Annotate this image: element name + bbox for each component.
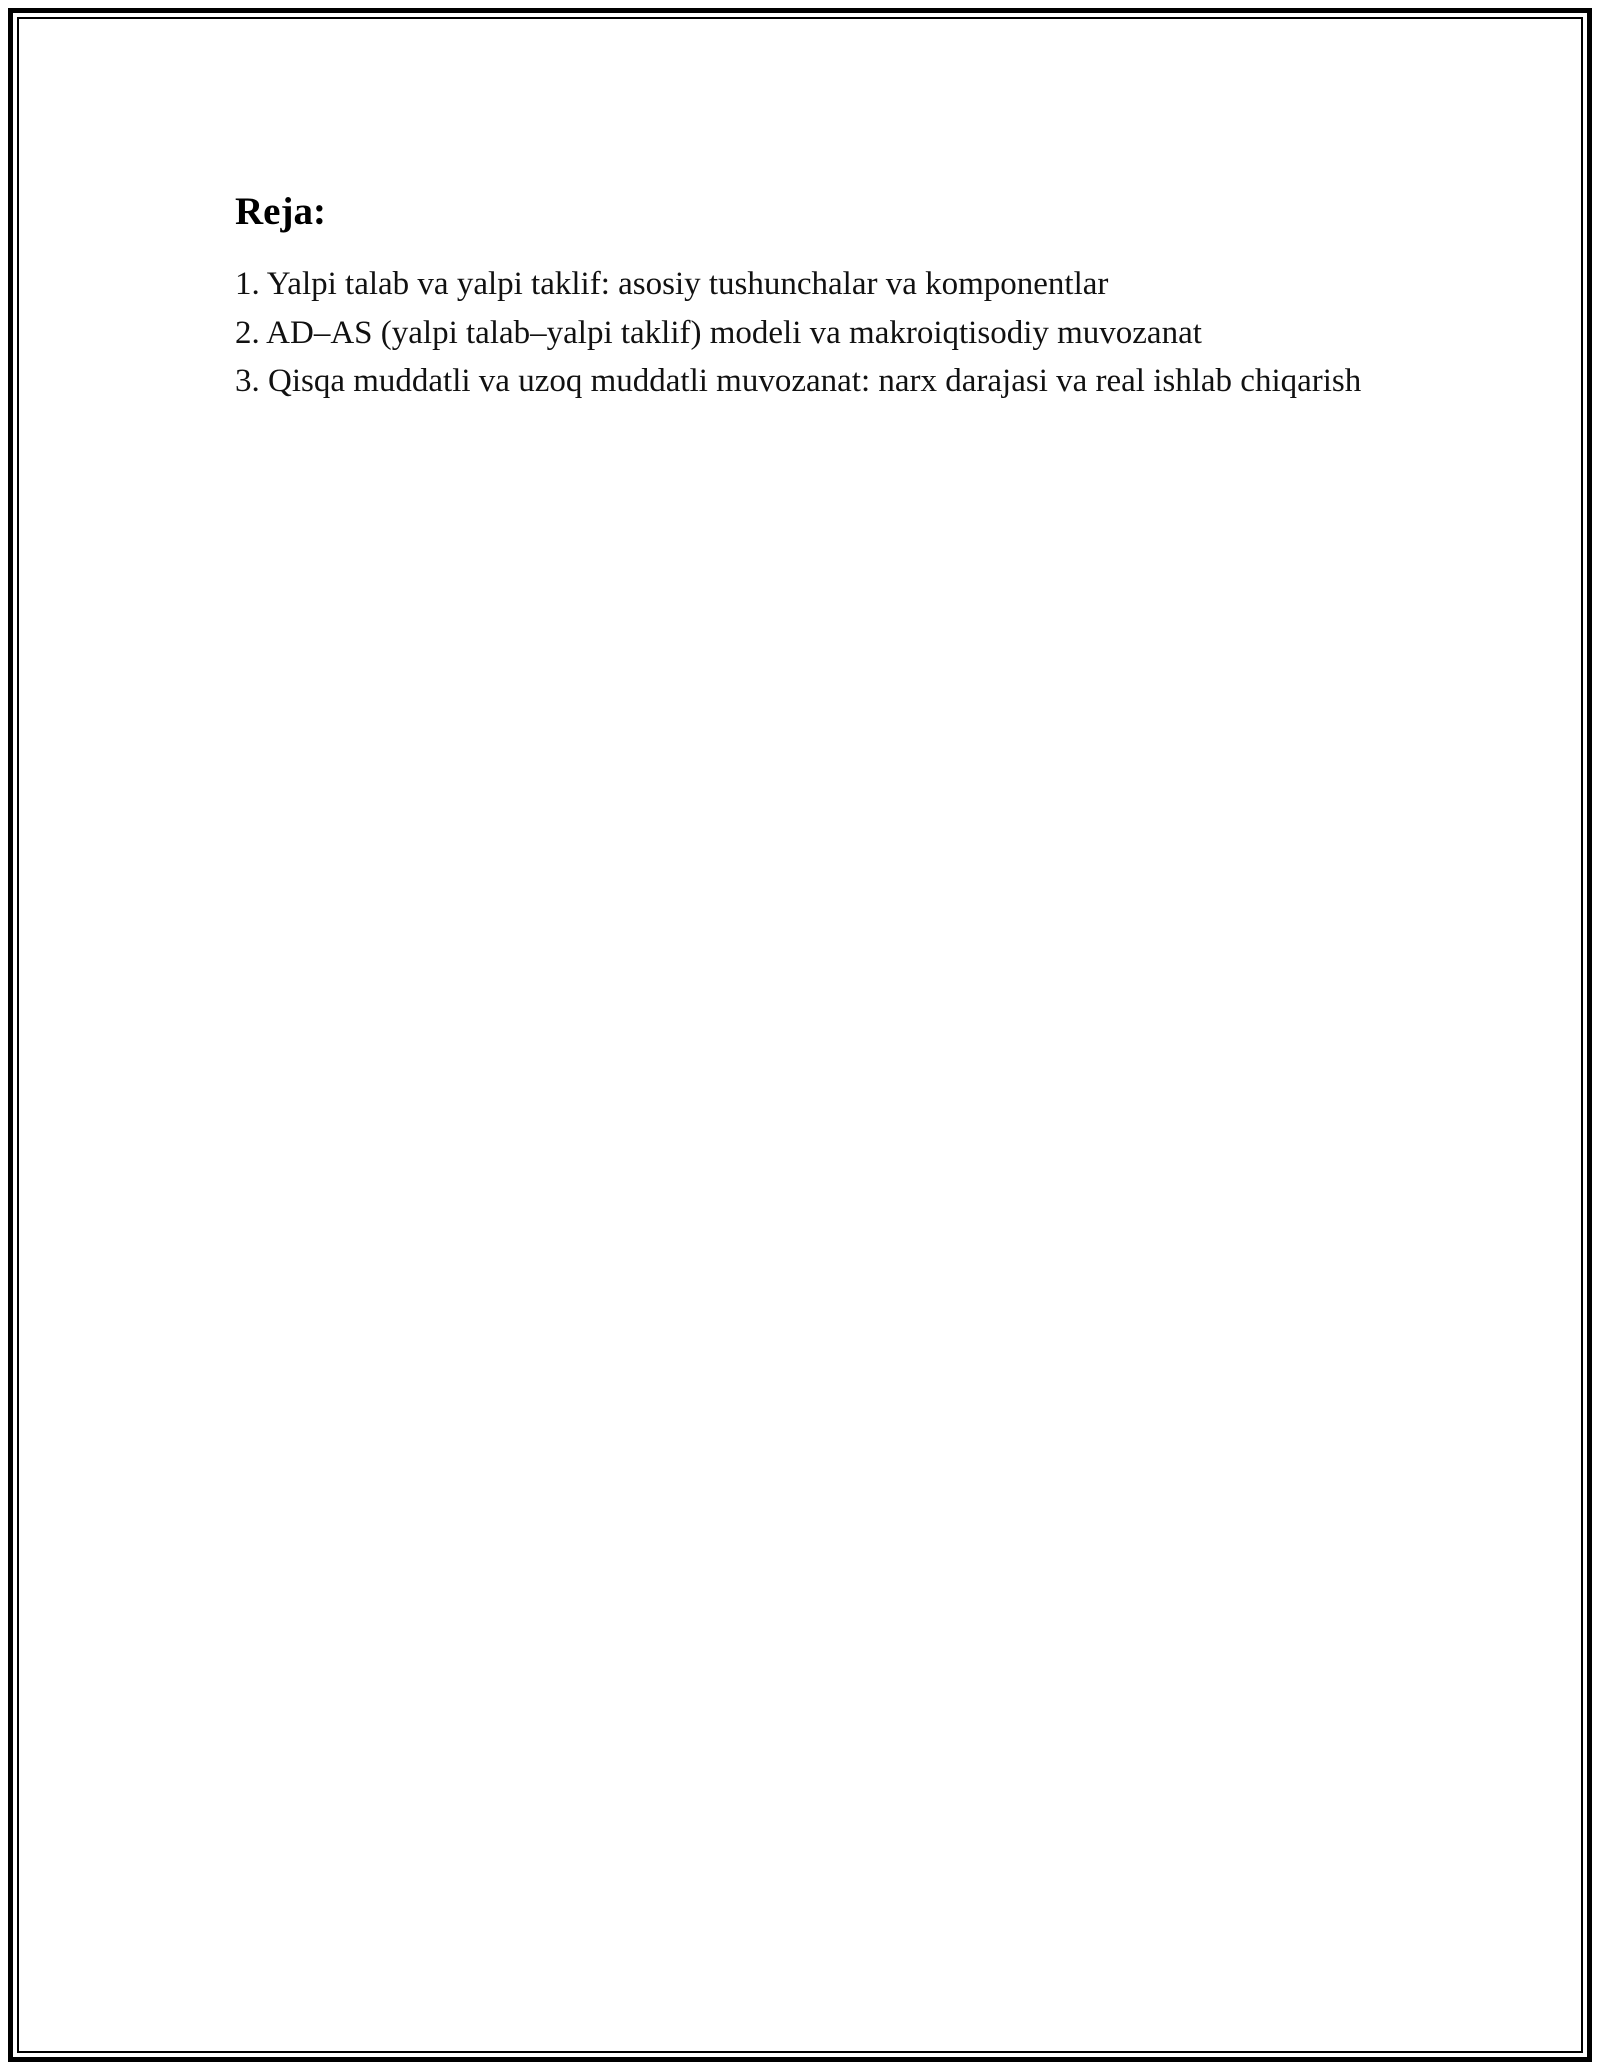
plan-item-3: 3. Qisqa muddatli va uzoq muddatli muvozanat: narx darajasi va real ishlab chiqarish (235, 363, 1362, 399)
plan-item-2: 2. AD–AS (yalpi talab–yalpi taklif) modeli va makroiqtisodiy muvozanat (235, 314, 1202, 351)
plan-list (235, 260, 1365, 406)
plan-heading: Reja: (235, 190, 326, 233)
plan-item-1: 1. Yalpi talab va yalpi taklif: asosiy tushunchalar va komponentlar (235, 266, 1109, 302)
document-content (235, 184, 1365, 406)
